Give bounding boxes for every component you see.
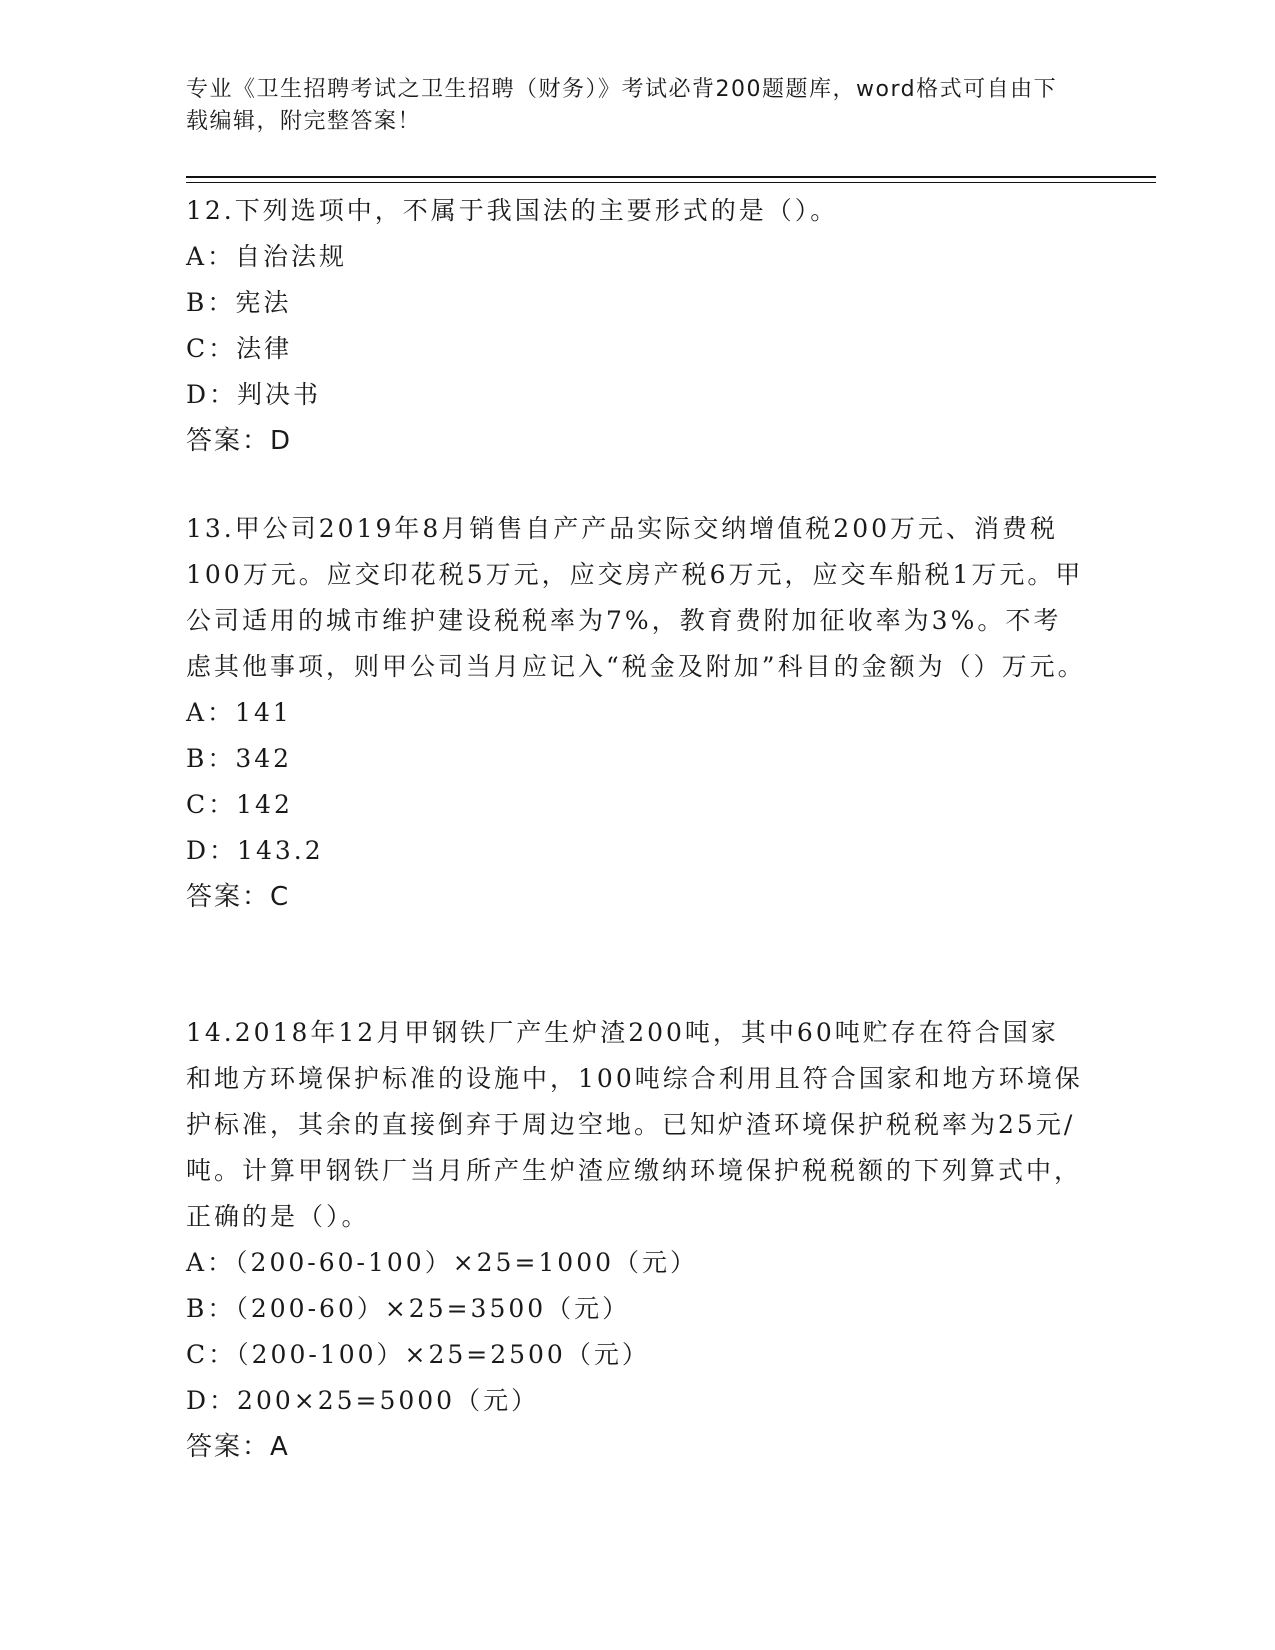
header-divider-thin	[186, 182, 1156, 183]
option-c: C：法律	[186, 334, 293, 363]
option-d: D：200×25=5000（元）	[186, 1386, 540, 1415]
option-b: B：342	[186, 744, 293, 773]
question-14	[186, 1010, 1086, 1470]
question-stem: 13.甲公司2019年8月销售自产产品实际交纳增值税200万元、消费税100万元。应交印花税5万元，应交房产税6万元，应交车船税1万元。甲公司适用的城市维护建设税税率为7%，教育费附加征收率为3%。不考虑其他事项，则甲公司当月应记入“税金及附加”科目的金额为（）万元。	[186, 514, 1086, 681]
header-divider-thick	[186, 176, 1156, 178]
answer-line: 答案：D	[186, 426, 293, 456]
answer-line: 答案：A	[186, 1432, 290, 1462]
option-d: D：判决书	[186, 380, 322, 409]
option-c: C：142	[186, 790, 293, 819]
document-header: 专业《卫生招聘考试之卫生招聘（财务）》考试必背200题题库，word格式可自由下载编辑，附完整答案！	[186, 77, 1058, 134]
option-a: A：141	[186, 698, 292, 727]
option-d: D：143.2	[186, 836, 324, 865]
option-a: A：（200-60-100）×25=1000（元）	[186, 1248, 699, 1277]
answer-line: 答案：C	[186, 882, 291, 912]
question-stem: 12.下列选项中，不属于我国法的主要形式的是（）。	[186, 196, 839, 225]
option-b: B：宪法	[186, 288, 292, 317]
option-a: A：自治法规	[186, 242, 348, 271]
question-13	[186, 506, 1086, 920]
option-b: B：（200-60）×25=3500（元）	[186, 1294, 631, 1323]
question-12	[186, 188, 1086, 464]
option-c: C：（200-100）×25=2500（元）	[186, 1340, 650, 1369]
question-stem: 14.2018年12月甲钢铁厂产生炉渣200吨，其中60吨贮存在符合国家和地方环境保护标准的设施中，100吨综合利用且符合国家和地方环境保护标准，其余的直接倒弃于周边空地。已知炉渣环境保护税税率为25元/吨。计算甲钢铁厂当月所产生炉渣应缴纳环境保护税税额的下列算式中，正确的是（）。	[186, 1018, 1083, 1231]
